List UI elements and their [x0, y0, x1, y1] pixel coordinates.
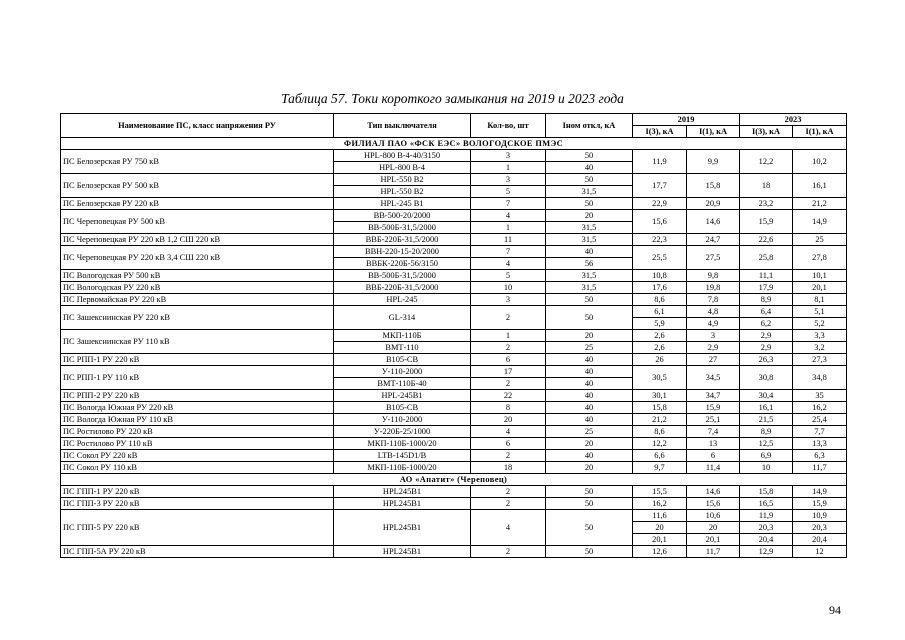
current-i1-2019: 20,1 [687, 534, 740, 546]
current-i1-2023: 20,1 [793, 282, 847, 294]
current-i3-2023: 6,2 [740, 318, 793, 330]
substation-name: ПС Первомайская РУ 220 кВ [61, 294, 334, 306]
breaker-type: ВВН-220-15-20/2000 [334, 246, 471, 258]
breaker-quantity: 1 [471, 330, 546, 342]
current-i3-2019: 8,6 [633, 294, 687, 306]
table-row [61, 546, 847, 558]
breaker-type: ВМТ-110 [334, 342, 471, 354]
table-row [61, 366, 847, 378]
breaker-quantity: 4 [471, 510, 546, 546]
current-i1-2023: 11,7 [793, 462, 847, 474]
breaker-type: В105-СВ [334, 402, 471, 414]
rated-breaking-current: 31,5 [546, 222, 633, 234]
breaker-type: МКП-110Б [334, 330, 471, 342]
breaker-quantity: 2 [471, 378, 546, 390]
current-i1-2019: 20 [687, 522, 740, 534]
current-i1-2019: 10,6 [687, 510, 740, 522]
current-i1-2019: 9,8 [687, 270, 740, 282]
current-i3-2023: 30,8 [740, 366, 793, 390]
breaker-quantity: 4 [471, 258, 546, 270]
substation-name: ПС Вологда Южная РУ 110 кВ [61, 414, 334, 426]
rated-breaking-current: 40 [546, 414, 633, 426]
rated-breaking-current: 50 [546, 294, 633, 306]
table-row [61, 294, 847, 306]
current-i3-2023: 11,1 [740, 270, 793, 282]
rated-breaking-current: 40 [546, 354, 633, 366]
table-row [61, 282, 847, 294]
current-i1-2023: 16,1 [793, 174, 847, 198]
current-i3-2019: 6,1 [633, 306, 687, 318]
current-i3-2019: 11,9 [633, 150, 687, 174]
rated-breaking-current: 40 [546, 378, 633, 390]
breaker-quantity: 8 [471, 402, 546, 414]
current-i3-2023: 11,9 [740, 510, 793, 522]
rated-breaking-current: 31,5 [546, 282, 633, 294]
current-i1-2019: 6 [687, 450, 740, 462]
short-circuit-table [60, 113, 847, 558]
current-i3-2023: 16,1 [740, 402, 793, 414]
current-i3-2023: 15,8 [740, 486, 793, 498]
breaker-quantity: 5 [471, 270, 546, 282]
breaker-quantity: 2 [471, 342, 546, 354]
current-i3-2019: 15,8 [633, 402, 687, 414]
current-i1-2023: 8,1 [793, 294, 847, 306]
current-i1-2023: 27,3 [793, 354, 847, 366]
breaker-type: HPL-550 В2 [334, 174, 471, 186]
current-i3-2023: 10 [740, 462, 793, 474]
current-i1-2023: 10,9 [793, 510, 847, 522]
current-i1-2019: 14,6 [687, 210, 740, 234]
substation-name: ПС ГПП-5А РУ 220 кВ [61, 546, 334, 558]
current-i1-2023: 25 [793, 234, 847, 246]
rated-breaking-current: 20 [546, 330, 633, 342]
header-i1-2023: I(1), кА [793, 126, 847, 138]
substation-name: ПС РПП-1 РУ 110 кВ [61, 366, 334, 390]
current-i3-2023: 21,5 [740, 414, 793, 426]
current-i3-2019: 11,6 [633, 510, 687, 522]
breaker-quantity: 6 [471, 438, 546, 450]
table-row [61, 390, 847, 402]
current-i1-2019: 3 [687, 330, 740, 342]
current-i1-2023: 5,2 [793, 318, 847, 330]
table-row [61, 414, 847, 426]
current-i1-2019: 13 [687, 438, 740, 450]
breaker-type: GL-314 [334, 306, 471, 330]
breaker-quantity: 4 [471, 426, 546, 438]
current-i1-2019: 19,8 [687, 282, 740, 294]
current-i3-2019: 22,3 [633, 234, 687, 246]
rated-breaking-current: 20 [546, 210, 633, 222]
breaker-quantity: 3 [471, 150, 546, 162]
current-i1-2023: 15,9 [793, 498, 847, 510]
substation-name: ПС Белозерская РУ 220 кВ [61, 198, 334, 210]
current-i3-2019: 15,5 [633, 486, 687, 498]
breaker-quantity: 7 [471, 246, 546, 258]
breaker-quantity: 10 [471, 282, 546, 294]
table-row [61, 426, 847, 438]
breaker-type: HPL-550 В2 [334, 186, 471, 198]
current-i3-2019: 16,2 [633, 498, 687, 510]
rated-breaking-current: 31,5 [546, 186, 633, 198]
table-row [61, 498, 847, 510]
rated-breaking-current: 20 [546, 438, 633, 450]
substation-name: ПС Зашекснинская РУ 220 кВ [61, 306, 334, 330]
breaker-type: HPL-245В1 [334, 390, 471, 402]
section-row [61, 474, 847, 486]
rated-breaking-current: 50 [546, 198, 633, 210]
current-i3-2019: 20 [633, 522, 687, 534]
current-i3-2023: 2,9 [740, 330, 793, 342]
current-i1-2019: 27,5 [687, 246, 740, 270]
current-i3-2019: 26 [633, 354, 687, 366]
breaker-type: В105-СВ [334, 354, 471, 366]
substation-name: ПС Череповецкая РУ 220 кВ 1,2 СШ 220 кВ [61, 234, 334, 246]
current-i1-2023: 12 [793, 546, 847, 558]
rated-breaking-current: 31,5 [546, 270, 633, 282]
current-i3-2019: 2,6 [633, 342, 687, 354]
header-i3-2023: I(3), кА [740, 126, 793, 138]
breaker-quantity: 2 [471, 306, 546, 330]
substation-name: ПС ГПП-5 РУ 220 кВ [61, 510, 334, 546]
current-i1-2023: 27,8 [793, 246, 847, 270]
current-i3-2019: 6,6 [633, 450, 687, 462]
substation-name: ПС Вологда Южная РУ 220 кВ [61, 402, 334, 414]
breaker-quantity: 1 [471, 222, 546, 234]
table-row [61, 174, 847, 186]
breaker-quantity: 22 [471, 390, 546, 402]
breaker-type: LTB-145D1/B [334, 450, 471, 462]
rated-breaking-current: 31,5 [546, 234, 633, 246]
substation-name: ПС Белозерская РУ 750 кВ [61, 150, 334, 174]
current-i3-2023: 15,9 [740, 210, 793, 234]
breaker-type: ВМТ-110Б-40 [334, 378, 471, 390]
breaker-type: HPL245B1 [334, 498, 471, 510]
breaker-type: HPL-245 В1 [334, 198, 471, 210]
breaker-quantity: 11 [471, 234, 546, 246]
breaker-quantity: 18 [471, 462, 546, 474]
current-i3-2019: 17,6 [633, 282, 687, 294]
table-row [61, 486, 847, 498]
substation-name: ПС Зашекснинская РУ 110 кВ [61, 330, 334, 354]
current-i3-2023: 8,9 [740, 426, 793, 438]
current-i3-2019: 9,7 [633, 462, 687, 474]
breaker-quantity: 5 [471, 186, 546, 198]
current-i1-2019: 34,5 [687, 366, 740, 390]
section-title: АО «Апатит» (Череповец) [61, 474, 847, 486]
current-i3-2019: 30,1 [633, 390, 687, 402]
current-i3-2023: 16,5 [740, 498, 793, 510]
rated-breaking-current: 50 [546, 546, 633, 558]
table-row [61, 150, 847, 162]
breaker-quantity: 3 [471, 174, 546, 186]
current-i3-2023: 12,2 [740, 150, 793, 174]
breaker-type: ВВБК-220Б-56/3150 [334, 258, 471, 270]
table-row [61, 462, 847, 474]
substation-name: ПС Череповецкая РУ 500 кВ [61, 210, 334, 234]
breaker-quantity: 17 [471, 366, 546, 378]
current-i3-2023: 26,3 [740, 354, 793, 366]
substation-name: ПС Белозерская РУ 500 кВ [61, 174, 334, 198]
current-i3-2023: 6,4 [740, 306, 793, 318]
current-i1-2019: 27 [687, 354, 740, 366]
section-row [61, 138, 847, 150]
current-i3-2019: 5,9 [633, 318, 687, 330]
current-i3-2023: 20,3 [740, 522, 793, 534]
breaker-type: ВВ-500Б-31,5/2000 [334, 222, 471, 234]
rated-breaking-current: 50 [546, 510, 633, 546]
current-i1-2019: 7,8 [687, 294, 740, 306]
breaker-type: ВВ-500-20/2000 [334, 210, 471, 222]
current-i1-2023: 3,2 [793, 342, 847, 354]
current-i3-2019: 8,6 [633, 426, 687, 438]
current-i1-2023: 13,3 [793, 438, 847, 450]
breaker-type: ВВБ-220Б-31,5/2000 [334, 234, 471, 246]
breaker-quantity: 1 [471, 162, 546, 174]
current-i1-2019: 25,1 [687, 414, 740, 426]
header-i1-2019: I(1), кА [687, 126, 740, 138]
current-i3-2023: 12,9 [740, 546, 793, 558]
current-i1-2019: 15,9 [687, 402, 740, 414]
breaker-type: У-110-2000 [334, 366, 471, 378]
breaker-type: У-220Б-25/1000 [334, 426, 471, 438]
current-i1-2019: 11,4 [687, 462, 740, 474]
current-i1-2023: 14,9 [793, 486, 847, 498]
rated-breaking-current: 40 [546, 366, 633, 378]
current-i1-2023: 16,2 [793, 402, 847, 414]
table-body [61, 138, 847, 558]
table-row [61, 402, 847, 414]
page-number: 94 [829, 603, 841, 617]
rated-breaking-current: 50 [546, 174, 633, 186]
current-i1-2023: 14,9 [793, 210, 847, 234]
breaker-quantity: 4 [471, 210, 546, 222]
current-i3-2023: 23,2 [740, 198, 793, 210]
header-year-2023: 2023 [740, 114, 847, 126]
breaker-type: ВВ-500Б-31,5/2000 [334, 270, 471, 282]
breaker-quantity: 20 [471, 414, 546, 426]
current-i1-2019: 4,8 [687, 306, 740, 318]
current-i3-2023: 12,5 [740, 438, 793, 450]
rated-breaking-current: 50 [546, 150, 633, 162]
rated-breaking-current: 40 [546, 246, 633, 258]
rated-breaking-current: 25 [546, 426, 633, 438]
table-row [61, 354, 847, 366]
substation-name: ПС Череповецкая РУ 220 кВ 3,4 СШ 220 кВ [61, 246, 334, 270]
table-row [61, 450, 847, 462]
breaker-quantity: 7 [471, 198, 546, 210]
current-i1-2019: 9,9 [687, 150, 740, 174]
current-i1-2023: 6,3 [793, 450, 847, 462]
current-i1-2023: 3,3 [793, 330, 847, 342]
substation-name: ПС Ростилово РУ 110 кВ [61, 438, 334, 450]
breaker-type: HPL-800 В-4 [334, 162, 471, 174]
header-name: Наименование ПС, класс напряжения РУ [61, 114, 334, 138]
table-row [61, 198, 847, 210]
current-i1-2019: 24,7 [687, 234, 740, 246]
header-inom: Iном откл, кА [546, 114, 633, 138]
substation-name: ПС ГПП-1 РУ 220 кВ [61, 486, 334, 498]
current-i1-2019: 15,8 [687, 174, 740, 198]
substation-name: ПС Вологодская РУ 220 кВ [61, 282, 334, 294]
current-i3-2019: 2,6 [633, 330, 687, 342]
current-i1-2023: 5,1 [793, 306, 847, 318]
current-i1-2019: 2,9 [687, 342, 740, 354]
current-i1-2023: 20,4 [793, 534, 847, 546]
substation-name: ПС Сокол РУ 110 кВ [61, 462, 334, 474]
rated-breaking-current: 40 [546, 450, 633, 462]
rated-breaking-current: 40 [546, 162, 633, 174]
current-i3-2023: 22,6 [740, 234, 793, 246]
current-i3-2019: 12,6 [633, 546, 687, 558]
breaker-quantity: 2 [471, 486, 546, 498]
current-i3-2019: 21,2 [633, 414, 687, 426]
current-i1-2019: 14,6 [687, 486, 740, 498]
current-i1-2023: 10,2 [793, 150, 847, 174]
substation-name: ПС Вологодская РУ 500 кВ [61, 270, 334, 282]
current-i1-2023: 7,7 [793, 426, 847, 438]
current-i1-2019: 15,6 [687, 498, 740, 510]
table-header [61, 114, 847, 138]
rated-breaking-current: 40 [546, 390, 633, 402]
breaker-type: ВВБ-220Б-31,5/2000 [334, 282, 471, 294]
current-i1-2019: 20,9 [687, 198, 740, 210]
current-i1-2023: 10,1 [793, 270, 847, 282]
breaker-type: HPL-245 [334, 294, 471, 306]
current-i1-2023: 34,8 [793, 366, 847, 390]
substation-name: ПС ГПП-3 РУ 220 кВ [61, 498, 334, 510]
current-i3-2023: 25,8 [740, 246, 793, 270]
breaker-type: HPL245B1 [334, 486, 471, 498]
breaker-type: МКП-110Б-1000/20 [334, 438, 471, 450]
table-row [61, 210, 847, 222]
rated-breaking-current: 56 [546, 258, 633, 270]
current-i3-2019: 10,8 [633, 270, 687, 282]
header-qty: Кол-во, шт [471, 114, 546, 138]
section-title: ФИЛИАЛ ПАО «ФСК ЕЭС» ВОЛОГОДСКОЕ ПМЭС [61, 138, 847, 150]
table-row [61, 246, 847, 258]
current-i3-2023: 2,9 [740, 342, 793, 354]
breaker-quantity: 2 [471, 450, 546, 462]
rated-breaking-current: 20 [546, 462, 633, 474]
current-i1-2019: 11,7 [687, 546, 740, 558]
rated-breaking-current: 50 [546, 486, 633, 498]
header-i3-2019: I(3), кА [633, 126, 687, 138]
substation-name: ПС РПП-2 РУ 220 кВ [61, 390, 334, 402]
table-row [61, 306, 847, 318]
breaker-quantity: 2 [471, 498, 546, 510]
current-i3-2019: 30,5 [633, 366, 687, 390]
current-i3-2019: 15,6 [633, 210, 687, 234]
current-i3-2019: 22,9 [633, 198, 687, 210]
breaker-quantity: 6 [471, 354, 546, 366]
table-row [61, 234, 847, 246]
current-i1-2019: 7,4 [687, 426, 740, 438]
rated-breaking-current: 50 [546, 498, 633, 510]
current-i3-2019: 25,5 [633, 246, 687, 270]
current-i1-2023: 35 [793, 390, 847, 402]
current-i1-2019: 4,9 [687, 318, 740, 330]
breaker-type: HPL245B1 [334, 546, 471, 558]
substation-name: ПС Сокол РУ 220 кВ [61, 450, 334, 462]
current-i3-2019: 20,1 [633, 534, 687, 546]
table-row [61, 438, 847, 450]
breaker-quantity: 2 [471, 546, 546, 558]
current-i3-2023: 30,4 [740, 390, 793, 402]
current-i3-2019: 17,7 [633, 174, 687, 198]
current-i3-2019: 12,2 [633, 438, 687, 450]
substation-name: ПС Ростилово РУ 220 кВ [61, 426, 334, 438]
rated-breaking-current: 25 [546, 342, 633, 354]
current-i3-2023: 17,9 [740, 282, 793, 294]
rated-breaking-current: 50 [546, 306, 633, 330]
current-i1-2019: 34,7 [687, 390, 740, 402]
substation-name: ПС РПП-1 РУ 220 кВ [61, 354, 334, 366]
table-row [61, 510, 847, 522]
current-i3-2023: 6,9 [740, 450, 793, 462]
breaker-type: МКП-110Б-1000/20 [334, 462, 471, 474]
current-i3-2023: 8,9 [740, 294, 793, 306]
header-year-2019: 2019 [633, 114, 740, 126]
breaker-type: HPL245B1 [334, 510, 471, 546]
header-type: Тип выключателя [334, 114, 471, 138]
table-row [61, 270, 847, 282]
breaker-type: HPL-800 В-4-40/3150 [334, 150, 471, 162]
breaker-type: У-110-2000 [334, 414, 471, 426]
current-i1-2023: 20,3 [793, 522, 847, 534]
current-i1-2023: 21,2 [793, 198, 847, 210]
current-i3-2023: 18 [740, 174, 793, 198]
breaker-quantity: 3 [471, 294, 546, 306]
rated-breaking-current: 40 [546, 402, 633, 414]
current-i3-2023: 20,4 [740, 534, 793, 546]
current-i1-2023: 25,4 [793, 414, 847, 426]
table-caption: Таблица 57. Токи короткого замыкания на 2019 и 2023 года [281, 91, 624, 106]
